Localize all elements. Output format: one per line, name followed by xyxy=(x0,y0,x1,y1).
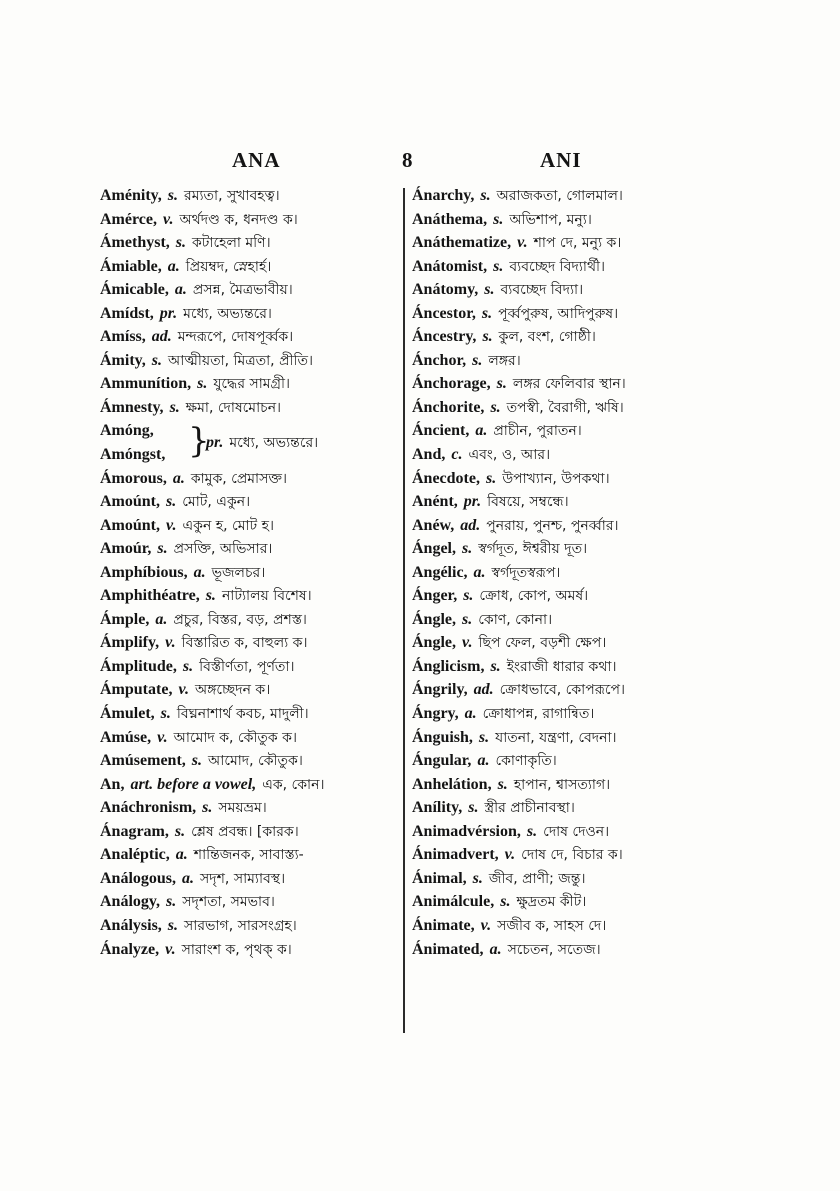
headword: Ángle, xyxy=(412,634,456,652)
headword: Áncestor, xyxy=(412,304,476,322)
part-of-speech: v. xyxy=(166,516,177,534)
part-of-speech: a. xyxy=(193,563,206,581)
definition: অভিশাপ, মন্যু। xyxy=(509,211,592,228)
headword: Amúse, xyxy=(100,728,152,746)
part-of-speech: s. xyxy=(472,869,483,887)
part-of-speech: s. xyxy=(167,187,179,204)
definition: মধ্যে, অভ্যন্তরে। xyxy=(183,305,272,322)
dictionary-entry xyxy=(412,938,730,962)
headword: Ánagram, xyxy=(100,822,169,840)
definition: ভূজলচর। xyxy=(211,564,266,581)
headword: Análogous, xyxy=(100,869,177,887)
dictionary-entry xyxy=(412,419,730,443)
headword: Ángel, xyxy=(412,540,456,558)
definition: অরাজকতা, গোলমাল। xyxy=(496,188,623,204)
headword: Anáthematize, xyxy=(412,234,512,252)
dictionary-entry xyxy=(100,514,398,538)
dictionary-entry xyxy=(412,467,730,491)
dictionary-entry xyxy=(412,890,730,914)
definition: অঙ্গচ্ছেদন ক। xyxy=(194,682,271,699)
dictionary-entry xyxy=(100,631,398,655)
definition: আমোদ ক, কৌতুক ক। xyxy=(173,729,297,746)
headword: Animálcule, xyxy=(412,893,495,911)
definition: শাপ দে, মন্যু ক। xyxy=(533,235,622,252)
column-divider xyxy=(403,188,405,1033)
dictionary-entry xyxy=(412,443,730,467)
headword: Amoúr, xyxy=(100,540,152,558)
headword: Anhelátion, xyxy=(412,775,492,793)
dictionary-entry xyxy=(412,773,730,797)
dictionary-entry xyxy=(412,514,730,538)
definition: উপাখ্যান, উপকথা। xyxy=(502,470,610,487)
definition: কটাহেলা মণি। xyxy=(192,235,271,252)
headword: Ánimate, xyxy=(412,916,475,934)
dictionary-entry xyxy=(100,938,398,962)
part-of-speech: s. xyxy=(462,540,473,558)
headword: Amoúnt, xyxy=(100,493,161,511)
headword: Ánimated, xyxy=(412,940,484,958)
definition: কোণাকৃতি। xyxy=(495,753,557,770)
dictionary-entry xyxy=(100,255,398,279)
dictionary-entry xyxy=(100,749,398,773)
headword: Ánecdote, xyxy=(412,469,480,487)
brace-mark: } xyxy=(188,421,210,462)
headword: Analéptic, xyxy=(100,846,170,864)
definition: কামুক, প্রেমাসক্ত। xyxy=(190,470,287,487)
part-of-speech: s. xyxy=(174,822,186,840)
dictionary-entry xyxy=(412,208,730,232)
definition: ছিপ ফেল, বড়শী ক্ষেপ। xyxy=(478,635,607,652)
part-of-speech: pr. xyxy=(159,304,178,322)
dictionary-entry xyxy=(100,702,398,726)
headword: Ánalyze, xyxy=(100,940,160,958)
dictionary-entry xyxy=(412,184,730,208)
dictionary-entry xyxy=(100,773,398,797)
dictionary-entry xyxy=(100,302,398,326)
definition: ইংরাজী ধারার কথা। xyxy=(506,658,617,675)
definition: সারাংশ ক, পৃথক্ ক। xyxy=(181,941,292,958)
dictionary-entry xyxy=(100,208,398,232)
dictionary-entry xyxy=(412,749,730,773)
part-of-speech: a. xyxy=(182,869,195,887)
headword: Ánchorite, xyxy=(412,398,485,416)
definition: যাতনা, যন্ত্রণা, বেদনা। xyxy=(495,729,617,746)
dictionary-entry xyxy=(100,490,398,514)
definition: নাট্যালয় বিশেষ। xyxy=(221,588,312,605)
definition: স্বর্গদূত, ঈশ্বরীয় দূত। xyxy=(478,541,588,558)
headword: Ámplify, xyxy=(100,634,160,652)
definition: বিঘ্ননাশার্থ কবচ, মাদুলী। xyxy=(176,706,309,723)
definition: মধ্যে, অভ্যন্তরে। xyxy=(229,435,319,452)
dictionary-entry xyxy=(100,231,398,255)
headword: Angélic, xyxy=(412,563,468,581)
part-of-speech: s. xyxy=(166,493,177,511)
definition: প্রসন্ন, মৈত্রভাবীয়। xyxy=(192,282,293,299)
headword: Ámorous, xyxy=(100,469,167,487)
headword: Amoúnt, xyxy=(100,516,161,534)
dictionary-entry xyxy=(412,325,730,349)
headword: Áncestry, xyxy=(412,328,477,346)
part-of-speech: s. xyxy=(493,257,504,275)
right-column xyxy=(412,184,730,961)
headword: Ángry, xyxy=(412,705,459,723)
part-of-speech: s. xyxy=(202,799,213,817)
definition: ক্রোধভাবে, কোপরূপে। xyxy=(499,682,626,699)
part-of-speech: s. xyxy=(478,728,490,746)
definition: সময়ভ্রম। xyxy=(218,800,267,817)
part-of-speech: v. xyxy=(165,634,176,652)
part-of-speech: a. xyxy=(473,563,486,581)
dictionary-entry xyxy=(412,561,730,585)
part-of-speech: pr. xyxy=(463,493,482,511)
part-of-speech: c. xyxy=(451,446,463,464)
dictionary-entry xyxy=(100,372,398,396)
dictionary-entry xyxy=(412,349,730,373)
headword: Áncient, xyxy=(412,422,470,440)
headword: Anátomy, xyxy=(412,281,479,299)
dictionary-entry xyxy=(412,278,730,302)
headword: Ánimadvert, xyxy=(412,846,499,864)
definition: সারভাগ, সারসংগ্রহ। xyxy=(184,917,297,934)
dictionary-entry xyxy=(412,820,730,844)
headword: Ámicable, xyxy=(100,281,169,299)
entry-tail xyxy=(204,431,318,455)
definition: প্রিয়ম্বদ, স্নেহার্হ। xyxy=(185,258,272,275)
running-head-left: ANA xyxy=(232,148,281,172)
definition: সজীব ক, সাহস দে। xyxy=(497,917,607,934)
headword: Ammunítion, xyxy=(100,375,192,393)
definition: ব্যবচ্ছেদ বিদ্যা। xyxy=(500,282,584,299)
part-of-speech: s. xyxy=(472,351,483,369)
dictionary-entry xyxy=(100,278,398,302)
part-of-speech: s. xyxy=(167,916,179,934)
definition: এবং, ও, আর। xyxy=(468,447,551,464)
definition: মোট, একুন। xyxy=(182,494,251,511)
definition: পূর্ব্বপুরুষ, আদিপুরুষ। xyxy=(498,305,619,322)
part-of-speech: s. xyxy=(496,375,507,393)
headword: Ámity, xyxy=(100,351,146,369)
part-of-speech: s. xyxy=(480,187,491,204)
part-of-speech: ad. xyxy=(460,516,481,534)
definition: লঙ্গর। xyxy=(488,352,521,369)
dictionary-entry xyxy=(412,584,730,608)
part-of-speech: s. xyxy=(169,398,180,416)
headword: Ánger, xyxy=(412,587,458,605)
part-of-speech: s. xyxy=(482,328,493,346)
headword: Anéw, xyxy=(412,516,455,534)
headword: Amphíbious, xyxy=(100,563,188,581)
part-of-speech: a. xyxy=(175,846,188,864)
part-of-speech: s. xyxy=(151,351,163,369)
dictionary-entry xyxy=(412,726,730,750)
dictionary-entry xyxy=(412,255,730,279)
definition: কুল, বংশ, গোষ্ঠী। xyxy=(498,329,596,346)
headword: Ánimal, xyxy=(412,869,467,887)
part-of-speech: v. xyxy=(165,940,176,958)
part-of-speech: s. xyxy=(484,281,495,299)
dictionary-entry xyxy=(412,631,730,655)
headword: Ánchorage, xyxy=(412,375,491,393)
definition: একুন হ, মোট হ। xyxy=(182,517,274,534)
part-of-speech: a. xyxy=(475,422,488,440)
part-of-speech: s. xyxy=(485,469,497,487)
definition: তপস্বী, বৈরাগী, ঋষি। xyxy=(506,399,624,416)
definition: আমোদ, কৌতুক। xyxy=(208,753,303,770)
part-of-speech: v. xyxy=(178,681,189,699)
dictionary-entry xyxy=(412,302,730,326)
part-of-speech: v. xyxy=(157,728,168,746)
dictionary-entry xyxy=(100,820,398,844)
part-of-speech: s. xyxy=(191,752,202,770)
dictionary-entry xyxy=(412,678,730,702)
part-of-speech: s. xyxy=(497,775,508,793)
headword: Ámple, xyxy=(100,610,150,628)
definition: লঙ্গর ফেলিবার স্থান। xyxy=(512,376,626,393)
definition: পুনরায়, পুনশ্চ, পুনর্ব্বার। xyxy=(486,517,619,534)
dictionary-entry xyxy=(100,608,398,632)
dictionary-entry xyxy=(100,325,398,349)
definition: প্রসক্তি, অভিসার। xyxy=(173,541,273,558)
headword: Amphithéatre, xyxy=(100,587,200,605)
dictionary-entry xyxy=(412,490,730,514)
part-of-speech: s. xyxy=(468,799,479,817)
definition: কোণ, কোনা। xyxy=(478,611,553,628)
dictionary-entry xyxy=(412,231,730,255)
headword: Amóng, xyxy=(100,422,154,440)
definition: অর্থদণ্ড ক, ধনদণ্ড ক। xyxy=(179,211,298,228)
part-of-speech: s. xyxy=(205,587,216,605)
part-of-speech: v. xyxy=(462,634,473,652)
headword: Ángle, xyxy=(412,610,456,628)
dictionary-entry xyxy=(412,396,730,420)
part-of-speech: s. xyxy=(463,587,474,605)
headword: Ámiable, xyxy=(100,257,162,275)
part-of-speech: s. xyxy=(490,398,501,416)
dictionary-entry xyxy=(100,678,398,702)
headword: Anátomist, xyxy=(412,257,488,275)
dictionary-entry xyxy=(412,537,730,561)
part-of-speech: pr. xyxy=(206,434,224,452)
part-of-speech: s. xyxy=(462,610,473,628)
headword: Amérce, xyxy=(100,210,157,228)
dictionary-entry xyxy=(100,914,398,938)
definition: যুদ্ধের সামগ্রী। xyxy=(213,376,291,393)
headword: Ánguish, xyxy=(412,728,473,746)
running-head-right: ANI xyxy=(540,148,582,172)
dictionary-entry xyxy=(100,843,398,867)
part-of-speech: v. xyxy=(504,846,516,864)
part-of-speech: a. xyxy=(464,705,477,723)
headword: Anént, xyxy=(412,493,458,511)
headword: Ángular, xyxy=(412,752,472,770)
definition: বিস্তারিত ক, বাহুল্য ক। xyxy=(181,635,308,652)
dictionary-entry xyxy=(412,914,730,938)
headword: Amíss, xyxy=(100,328,146,346)
definition: শান্তিজনক, সাবাস্ত্য- xyxy=(193,847,304,864)
definition: এক, কোন। xyxy=(262,776,325,793)
part-of-speech: s. xyxy=(500,893,511,911)
dictionary-entry xyxy=(412,655,730,679)
headword: Ánchor, xyxy=(412,351,467,369)
dictionary-entry xyxy=(100,561,398,585)
dictionary-entry xyxy=(100,796,398,820)
headword: An, xyxy=(100,775,125,793)
headword: Ámplitude, xyxy=(100,657,177,675)
part-of-speech: a. xyxy=(477,752,490,770)
dictionary-entry xyxy=(100,349,398,373)
definition: ব্যবচ্ছেদ বিদ্যার্থী। xyxy=(509,258,606,275)
part-of-speech: a. xyxy=(174,281,187,299)
page-number: 8 xyxy=(402,148,414,172)
part-of-speech: ad. xyxy=(473,681,494,699)
part-of-speech: s. xyxy=(493,210,504,228)
definition: স্বর্গদূতস্বরূপ। xyxy=(491,564,561,581)
headword: Ámethyst, xyxy=(100,234,170,252)
dictionary-entry xyxy=(100,726,398,750)
dictionary-entry xyxy=(412,608,730,632)
definition: মন্দরূপে, দোষপূর্ব্বক। xyxy=(177,329,294,346)
headword: Ámputate, xyxy=(100,681,173,699)
part-of-speech: ad. xyxy=(151,328,172,346)
headword: Ámnesty, xyxy=(100,398,164,416)
headword: Ángrily, xyxy=(412,681,468,699)
dictionary-entry xyxy=(412,867,730,891)
part-of-speech: v. xyxy=(517,234,528,252)
headword: Amídst, xyxy=(100,304,154,322)
headword: Ámulet, xyxy=(100,705,155,723)
part-of-speech: v. xyxy=(480,916,492,934)
part-of-speech: s. xyxy=(182,657,194,675)
definition: দোষ দে, বিচার ক। xyxy=(521,847,623,864)
headword: Anílity, xyxy=(412,799,463,817)
dictionary-entry xyxy=(100,867,398,891)
definition: বিষয়ে, সম্বন্ধে। xyxy=(487,494,569,511)
definition: রম্যতা, সুখাবহত্ব। xyxy=(184,188,280,204)
definition: স্ত্রীর প্রাচীনাবস্থা। xyxy=(484,800,575,817)
definition: ক্রোধাপন্ন, রাগান্বিত। xyxy=(482,706,595,723)
part-of-speech: s. xyxy=(197,375,208,393)
definition: সদৃশ, সাম্যাবস্থ। xyxy=(200,870,286,887)
part-of-speech: a. xyxy=(155,610,168,628)
definition: আত্মীয়তা, মিত্রতা, প্রীতি। xyxy=(168,352,314,369)
headword: Amóngst, xyxy=(100,446,166,464)
dictionary-entry xyxy=(100,890,398,914)
dictionary-entry xyxy=(100,537,398,561)
left-column xyxy=(100,184,398,961)
headword: Animadvérsion, xyxy=(412,822,521,840)
definition: সদৃশতা, সমভাব। xyxy=(182,894,275,911)
headword: Ánglicism, xyxy=(412,657,485,675)
part-of-speech: s. xyxy=(160,705,171,723)
headword: And, xyxy=(412,446,446,464)
dictionary-entry xyxy=(100,467,398,491)
part-of-speech: s. xyxy=(526,822,538,840)
definition: প্রচুর, বিস্তর, বড়, প্রশস্ত। xyxy=(173,611,307,628)
headword: Aménity, xyxy=(100,187,162,204)
definition: সচেতন, সতেজ। xyxy=(507,941,601,958)
dictionary-entry xyxy=(100,396,398,420)
part-of-speech: art. before a vowel, xyxy=(130,775,257,793)
headword: Análogy, xyxy=(100,893,161,911)
definition: দোষ দেওন। xyxy=(543,823,610,840)
part-of-speech: a. xyxy=(172,469,185,487)
part-of-speech: s. xyxy=(175,234,186,252)
headword: Análysis, xyxy=(100,916,162,934)
headword: Amúsement, xyxy=(100,752,186,770)
part-of-speech: s. xyxy=(166,893,177,911)
page-header xyxy=(0,148,840,182)
part-of-speech: a. xyxy=(167,257,180,275)
definition: বিস্তীর্ণতা, পূর্ণতা। xyxy=(199,658,295,675)
definition: হাপান, শ্বাসত্যাগ। xyxy=(513,776,611,793)
dictionary-entry xyxy=(100,584,398,608)
dictionary-entry xyxy=(100,655,398,679)
part-of-speech: s. xyxy=(157,540,168,558)
headword: Ánarchy, xyxy=(412,187,475,204)
entry-group xyxy=(100,419,398,466)
definition: জীব, প্রাণী; জন্তু। xyxy=(488,870,586,887)
part-of-speech: s. xyxy=(490,657,501,675)
part-of-speech: a. xyxy=(489,940,502,958)
dictionary-entry xyxy=(412,843,730,867)
dictionary-entry xyxy=(412,796,730,820)
headword: Anáthema, xyxy=(412,210,488,228)
definition: ক্ষমা, দোষমোচন। xyxy=(185,399,282,416)
part-of-speech: s. xyxy=(481,304,493,322)
dictionary-entry xyxy=(100,184,398,208)
dictionary-entry xyxy=(412,372,730,396)
dictionary-entry xyxy=(412,702,730,726)
definition: ক্রোধ, কোপ, অমর্ষ। xyxy=(479,588,589,605)
headword: Anáchronism, xyxy=(100,799,197,817)
definition: শ্লেষ প্রবন্ধ। [কারক। xyxy=(191,823,299,840)
definition: ক্ষুদ্রতম কীট। xyxy=(516,894,587,911)
definition: প্রাচীন, পুরাতন। xyxy=(493,423,582,440)
part-of-speech: v. xyxy=(163,210,174,228)
